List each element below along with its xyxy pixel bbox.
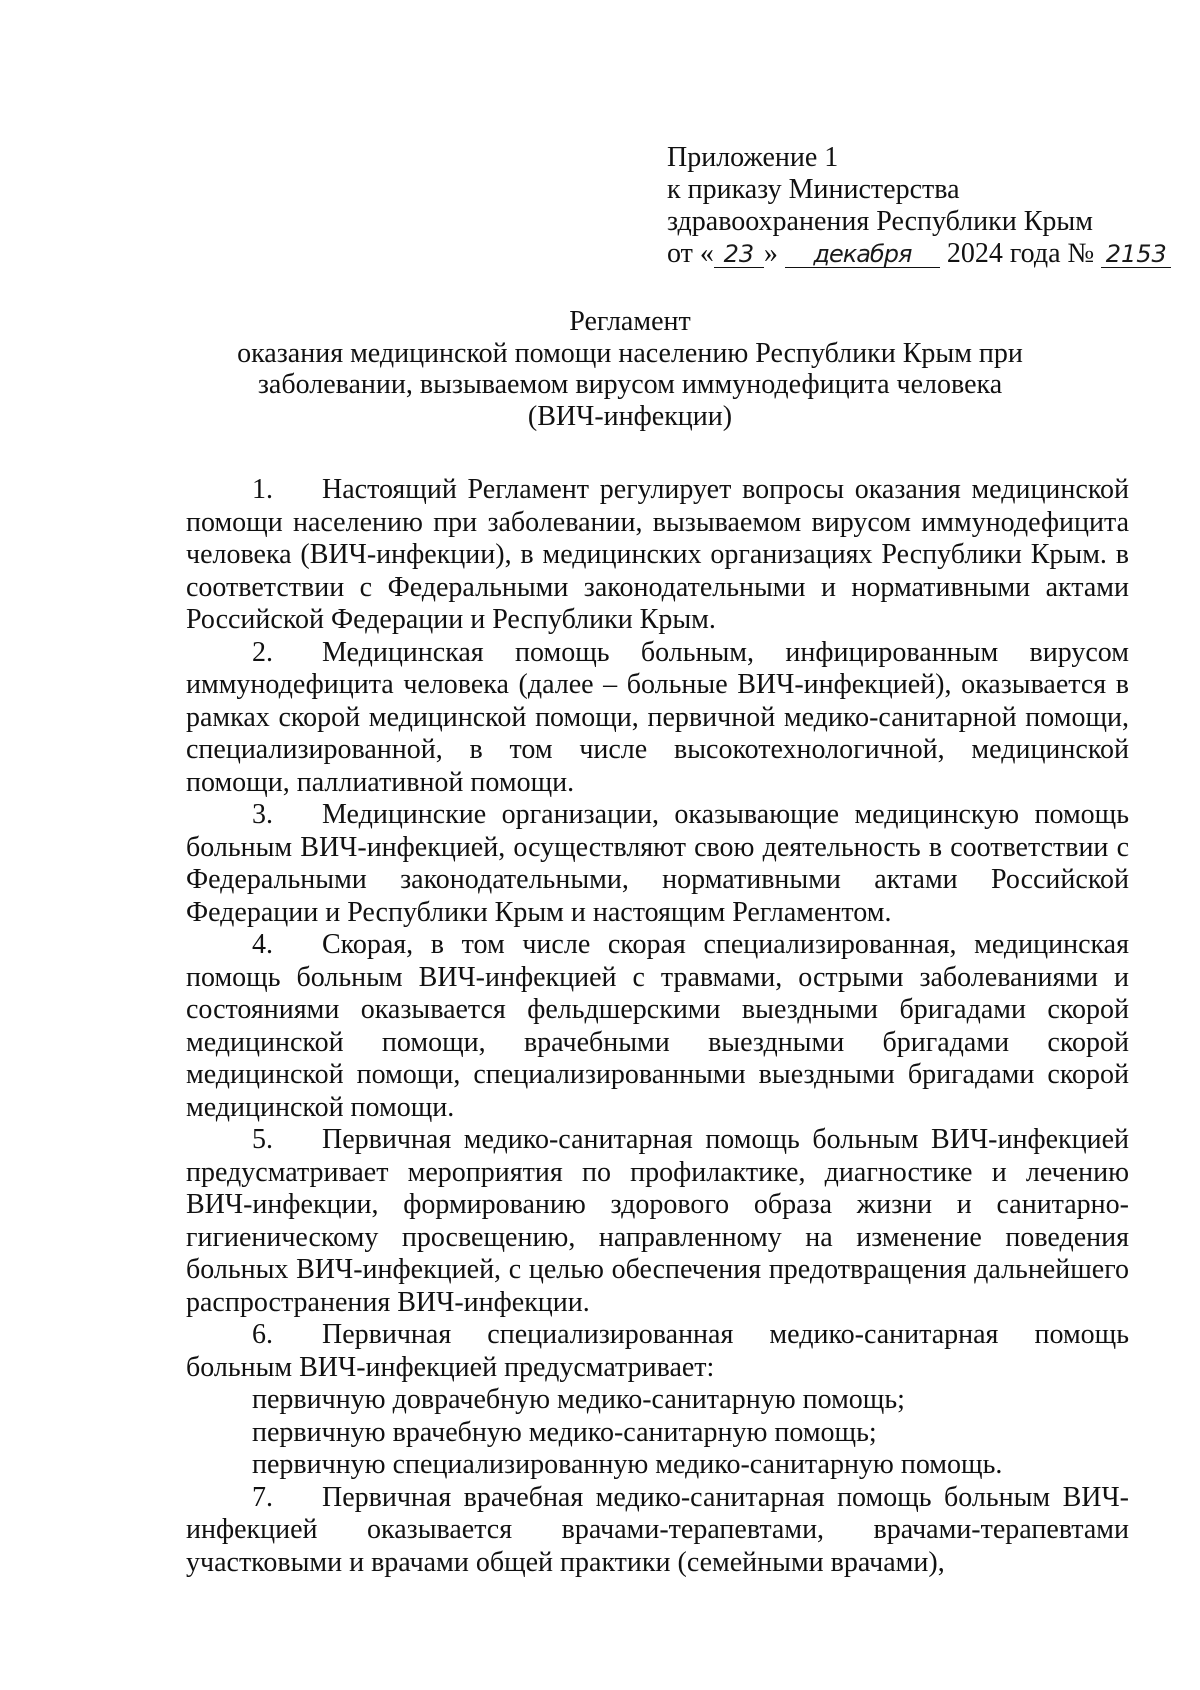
document-body <box>186 474 1129 1579</box>
paragraph-number: 1. <box>252 474 273 505</box>
title-line-2: оказания медицинской помощи населению Республики Крым при <box>237 337 1023 369</box>
paragraph-number: 7. <box>252 1481 273 1513</box>
appendix-line-3: здравоохранения Республики Крым <box>667 206 1093 237</box>
appendix-line-1: Приложение 1 <box>667 142 839 173</box>
paragraph-number: 6. <box>252 1319 273 1350</box>
appendix-line-2: к приказу Министерства <box>667 174 960 205</box>
paragraph-text: Первичная медико-санитарная помощь больным ВИЧ-инфекцией предусматривает мероприятия по профилактике, диагностике и лечению ВИЧ-инфекции, формированию здорового образа жизни и санитарно-гигиеническому просвещению, направленному на изменение поведения больных ВИЧ-инфекцией, с целью обеспечения предотвращения дальнейшего распространения ВИЧ-инфекции. <box>186 1124 1129 1318</box>
paragraph-text: Медицинские организации, оказывающие медицинскую помощь больным ВИЧ-инфекцией, осуществляют свою деятельность в соответствии с Федеральными законодательными, нормативными актами Российской Федерации и Республики Крым и настоящим Регламентом. <box>186 799 1129 928</box>
paragraph-text: Настоящий Регламент регулирует вопросы оказания медицинской помощи населению при заболевании, вызываемом вирусом иммунодефицита человека (ВИЧ-инфекции), в медицинских организациях Республики Крым. в соответствии с Федеральными законодательными и нормативными актами Российской Федерации и Республики Крым. <box>186 474 1129 635</box>
appendix-date-line <box>667 238 1187 270</box>
date-prefix: от « <box>667 238 714 269</box>
date-year: 2024 года № <box>946 238 1095 269</box>
paragraph-text: Скорая, в том числе скорая специализированная, медицинская помощь больным ВИЧ-инфекцией с травмами, острыми заболеваниями и состояниями оказывается фельдшерскими выездными бригадами скорой медицинской помощи, врачебными выездными бригадами скорой медицинской помощи, специализированными выездными бригадами скорой медицинской помощи. <box>186 929 1129 1123</box>
paragraph-number: 4. <box>252 929 273 960</box>
subitem-1: первичную доврачебную медико-санитарную помощь; <box>252 1384 905 1415</box>
paragraph-6 <box>186 1319 1129 1384</box>
paragraph-2 <box>186 637 1129 800</box>
title-line-3: заболевании, вызываемом вирусом иммунодефицита человека <box>257 369 1003 400</box>
handwritten-day: 23 <box>714 241 764 268</box>
paragraph-3 <box>186 799 1129 929</box>
paragraph-7 <box>186 1482 1129 1580</box>
title-line-1: Регламент <box>569 306 691 337</box>
paragraph-text: Первичная специализированная медико-санитарная помощь больным ВИЧ-инфекцией предусматривает: <box>186 1319 1129 1383</box>
paragraph-number: 3. <box>252 799 273 830</box>
paragraph-text: Первичная врачебная медико-санитарная помощь больным ВИЧ-инфекцией оказывается врачами-терапевтами, врачами-терапевтами участковыми и врачами общей практики (семейными врачами), <box>186 1481 1129 1578</box>
subitem-3: первичную специализированную медико-санитарную помощь. <box>252 1449 1003 1480</box>
paragraph-1 <box>186 474 1129 637</box>
handwritten-order-number: 2153 <box>1101 241 1171 268</box>
paragraph-4 <box>186 929 1129 1124</box>
title-line-4: (ВИЧ-инфекции) <box>527 400 733 432</box>
paragraph-text: Медицинская помощь больным, инфицированным вирусом иммунодефицита человека (далее – больные ВИЧ-инфекцией), оказывается в рамках скорой медицинской помощи, первичной медико-санитарной помощи, специализированной, в том числе высокотехнологичной, медицинской помощи, паллиативной помощи. <box>186 636 1129 798</box>
document-title <box>180 306 1080 432</box>
appendix-header <box>667 142 1187 270</box>
paragraph-number: 2. <box>252 636 273 668</box>
paragraph-number: 5. <box>252 1124 273 1155</box>
subitem-2: первичную врачебную медико-санитарную помощь; <box>252 1416 877 1448</box>
handwritten-month: декабря <box>785 241 940 268</box>
date-mid: » <box>763 238 778 269</box>
paragraph-5 <box>186 1124 1129 1319</box>
